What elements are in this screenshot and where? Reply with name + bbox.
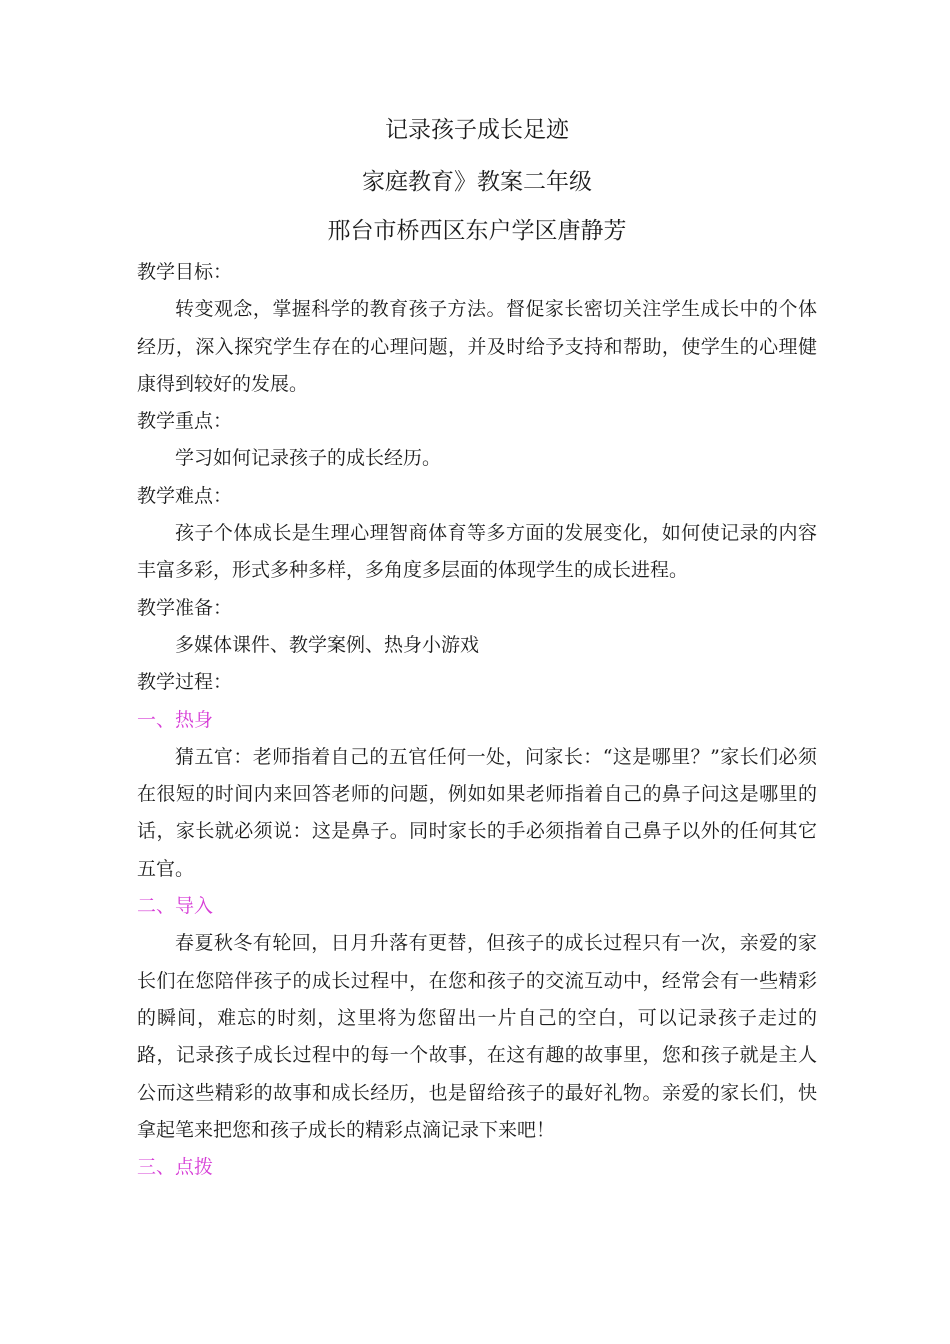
prep-text: 多媒体课件、教学案例、热身小游戏: [175, 633, 480, 656]
part2-heading: 二、导入: [137, 895, 214, 918]
process-label: 教学过程：: [137, 671, 233, 694]
key-text: 学习如何记录孩子的成长经历。: [175, 447, 442, 470]
part2-text: 春夏秋冬有轮回，日月升落有更替，但孩子的成长过程只有一次，亲爱的家长们在您陪伴孩子的成长过程中，在您和孩子的交流互动中，经常会有一些精彩的瞬间，难忘的时刻，这里将为您留出一片自己的空白，可以记录孩子走过的路，记录孩子成长过程中的每一个故事，在这有趣的故事里，您和孩子就是主人公而这些精彩的故事和成长经历，也是留给孩子的最好礼物。亲爱的家长们，快拿起笔来把您和孩子成长的精彩点滴记录下来吧！: [137, 932, 817, 1141]
part3-heading: 三、点拨: [137, 1156, 214, 1179]
part1-heading: 一、热身: [137, 708, 214, 731]
key-label: 教学重点：: [137, 410, 233, 433]
document-subtitle: 家庭教育》教案二年级: [362, 169, 592, 195]
part1-text: 猜五官：老师指着自己的五官任何一处，问家长：“这是哪里？”家长们必须在很短的时间内来回答老师的问题，例如如果老师指着自己的鼻子问这是哪里的话，家长就必须说：这是鼻子。同时家长的手必须指着自己鼻子以外的任何其它五官。: [137, 745, 817, 880]
document-author: 邢台市桥西区东户学区唐静芳: [327, 218, 627, 244]
prep-label: 教学准备：: [137, 596, 233, 619]
goal-label: 教学目标：: [137, 261, 233, 283]
document-body: [137, 254, 817, 1186]
document-title: 记录孩子成长足迹: [385, 117, 569, 143]
goal-text: 转变观念，掌握科学的教育孩子方法。督促家长密切关注学生成长中的个体经历，深入探究学生存在的心理问题，并及时给予支持和帮助，使学生的心理健康得到较好的发展。: [137, 298, 817, 395]
difficulty-label: 教学难点：: [137, 484, 233, 507]
difficulty-text: 孩子个体成长是生理心理智商体育等多方面的发展变化，如何使记录的内容丰富多彩，形式多种多样，多角度多层面的体现学生的成长进程。: [137, 522, 817, 582]
